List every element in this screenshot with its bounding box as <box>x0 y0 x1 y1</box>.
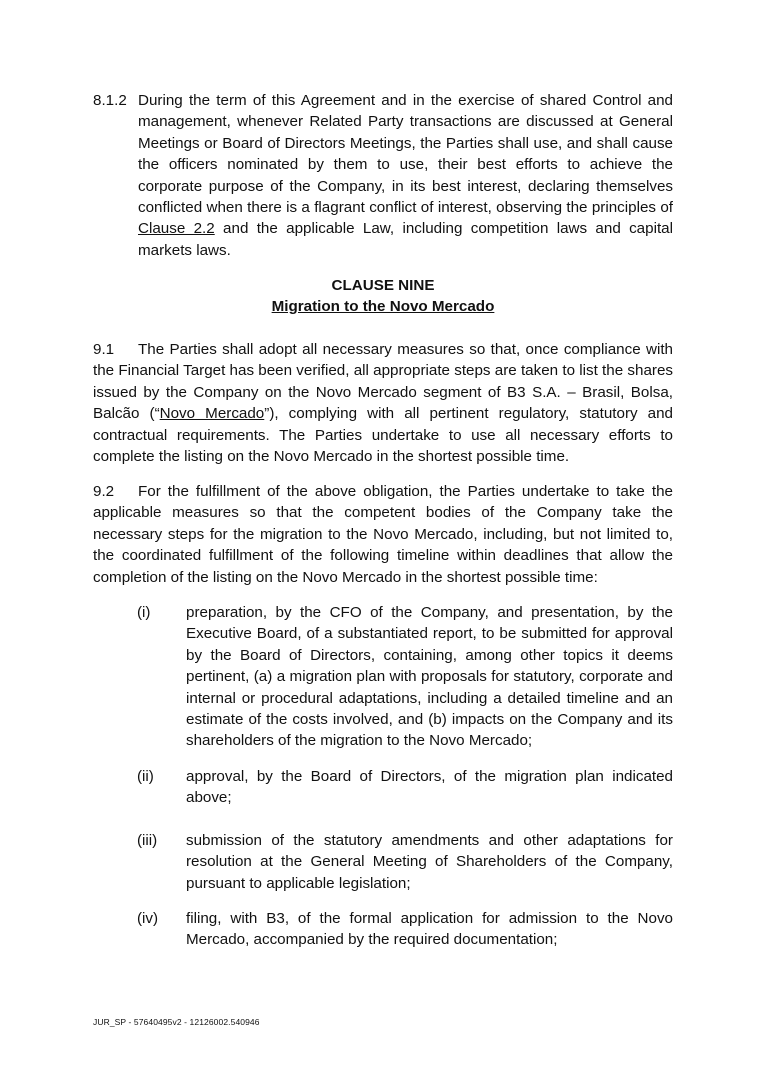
section-number: 9.1 <box>93 341 115 358</box>
section-number: 9.2 <box>93 483 115 500</box>
section-8-1-2 <box>93 90 673 261</box>
section-number: 8.1.2 <box>93 92 127 109</box>
list-item <box>137 602 673 752</box>
list-item-text: submission of the statutory amendments and other adaptations for resolution at the General Meeting of Shareholders of the Company, pursuant to applicable legislation; <box>186 832 673 892</box>
section-body <box>138 90 673 261</box>
section-text-end: ”), complying with all pertinent regulatory, statutory and contractual requirements. The Parties undertake to use all necessary efforts to complete the listing on the Novo Mercado in the shortest possible time. <box>93 405 674 466</box>
list-item-marker: (iii) <box>137 832 158 849</box>
footer-document-id: JUR_SP - 57640495v2 - 12126002.540946 <box>93 1017 260 1027</box>
section-9-1 <box>93 339 673 467</box>
list-item-marker: (ii) <box>137 768 154 785</box>
clause-subtitle: Migration to the Novo Mercado <box>271 298 495 315</box>
list-item <box>137 766 673 809</box>
section-text: The Parties shall adopt all necessary measures so that, once compliance with the Financial Target has been verified, all appropriate steps are taken to list the shares issued by the Company on the Novo Mercado segment of B3 S.A. – Brasil, Bolsa, Balcão (“ <box>93 341 673 423</box>
list-item-marker: (iv) <box>137 910 159 927</box>
list-item-marker: (i) <box>137 604 151 621</box>
section-text-end: and the applicable Law, including competition laws and capital markets laws. <box>138 220 673 259</box>
section-text: For the fulfillment of the above obligation, the Parties undertake to take the applicable measures so that the competent bodies of the Company take the necessary steps for the migration to the Novo Mercado, including, but not limited to, the coordinated fulfillment of the following timeline within deadlines that allow the completion of the listing on the Novo Mercado in the shortest possible time: <box>93 483 673 586</box>
clause-reference-link[interactable]: Clause 2.2 <box>138 220 215 238</box>
list-item <box>137 830 673 894</box>
defined-term: Novo Mercado <box>159 405 265 423</box>
section-text: During the term of this Agreement and in the exercise of shared Control and management, whenever Related Party transactions are discussed at General Meetings or Board of Directors Meetings, the Parties shall use, and shall cause the officers nominated by them to use, their best efforts to achieve the corporate purpose of the Company, in its best interest, declaring themselves conflicted when there is a flagrant conflict of interest, observing the principles of <box>138 92 673 217</box>
list-item-text: preparation, by the CFO of the Company, and presentation, by the Executive Board, of a substantiated report, to be submitted for approval by the Board of Directors, containing, among other topics it deems pertinent, (a) a migration plan with proposals for statutory, corporate and internal or procedural adaptations, including a detailed timeline and an estimate of the costs involved, and (b) impacts on the Company and its shareholders of the migration to the Novo Mercado; <box>186 604 673 750</box>
section-9-2 <box>93 481 673 588</box>
list-item-text: filing, with B3, of the formal application for admission to the Novo Mercado, accompanied by the required documentation; <box>186 910 673 949</box>
list-item-text: approval, by the Board of Directors, of the migration plan indicated above; <box>186 768 673 807</box>
list-item <box>137 908 673 951</box>
clause-title: CLAUSE NINE <box>331 277 435 294</box>
